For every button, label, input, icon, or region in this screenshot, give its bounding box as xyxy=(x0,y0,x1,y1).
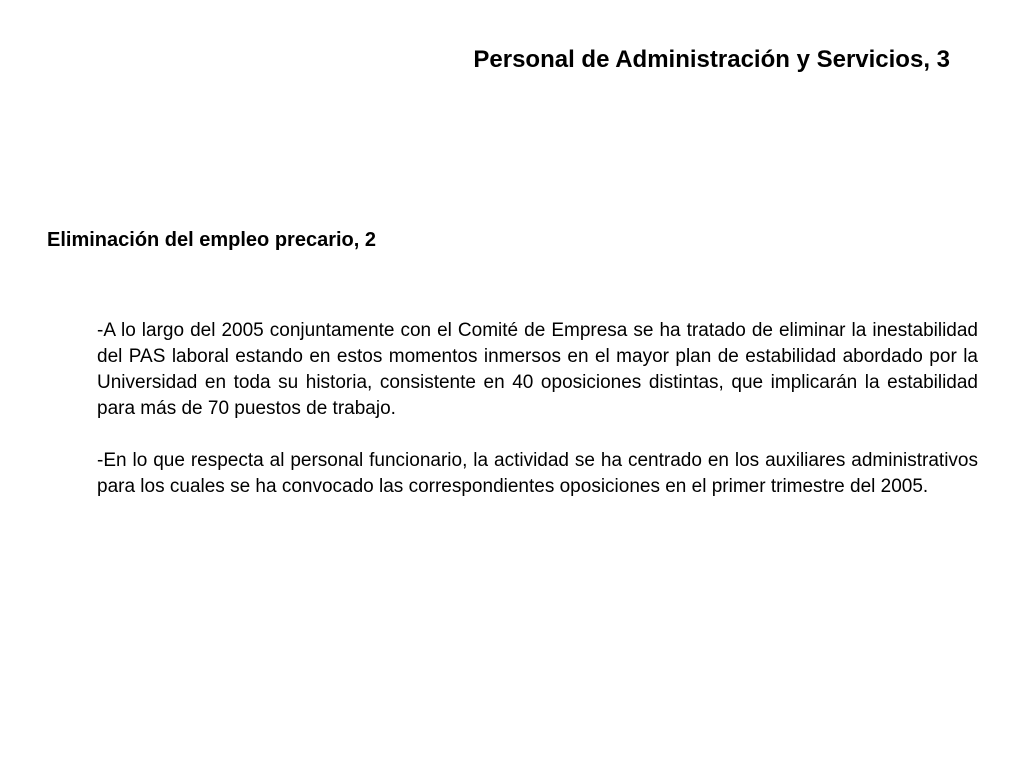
slide-body xyxy=(97,318,978,526)
slide-title: Personal de Administración y Servicios, 3 xyxy=(473,46,950,73)
paragraph-funcionario: -En lo que respecta al personal funcionario, la actividad se ha centrado en los auxiliares administrativos para los cuales se ha convocado las correspondientes oposiciones en el primer trimestre del 2005. xyxy=(97,450,978,497)
section-subtitle: Eliminación del empleo precario, 2 xyxy=(47,229,376,251)
paragraph-laboral: -A lo largo del 2005 conjuntamente con el Comité de Empresa se ha tratado de eliminar la inestabilidad del PAS laboral estando en estos momentos inmersos en el mayor plan de estabilidad abordado por la Universidad en toda su historia, consistente en 40 oposiciones distintas, que implicarán la estabilidad para más de 70 puestos de trabajo. xyxy=(97,320,978,419)
